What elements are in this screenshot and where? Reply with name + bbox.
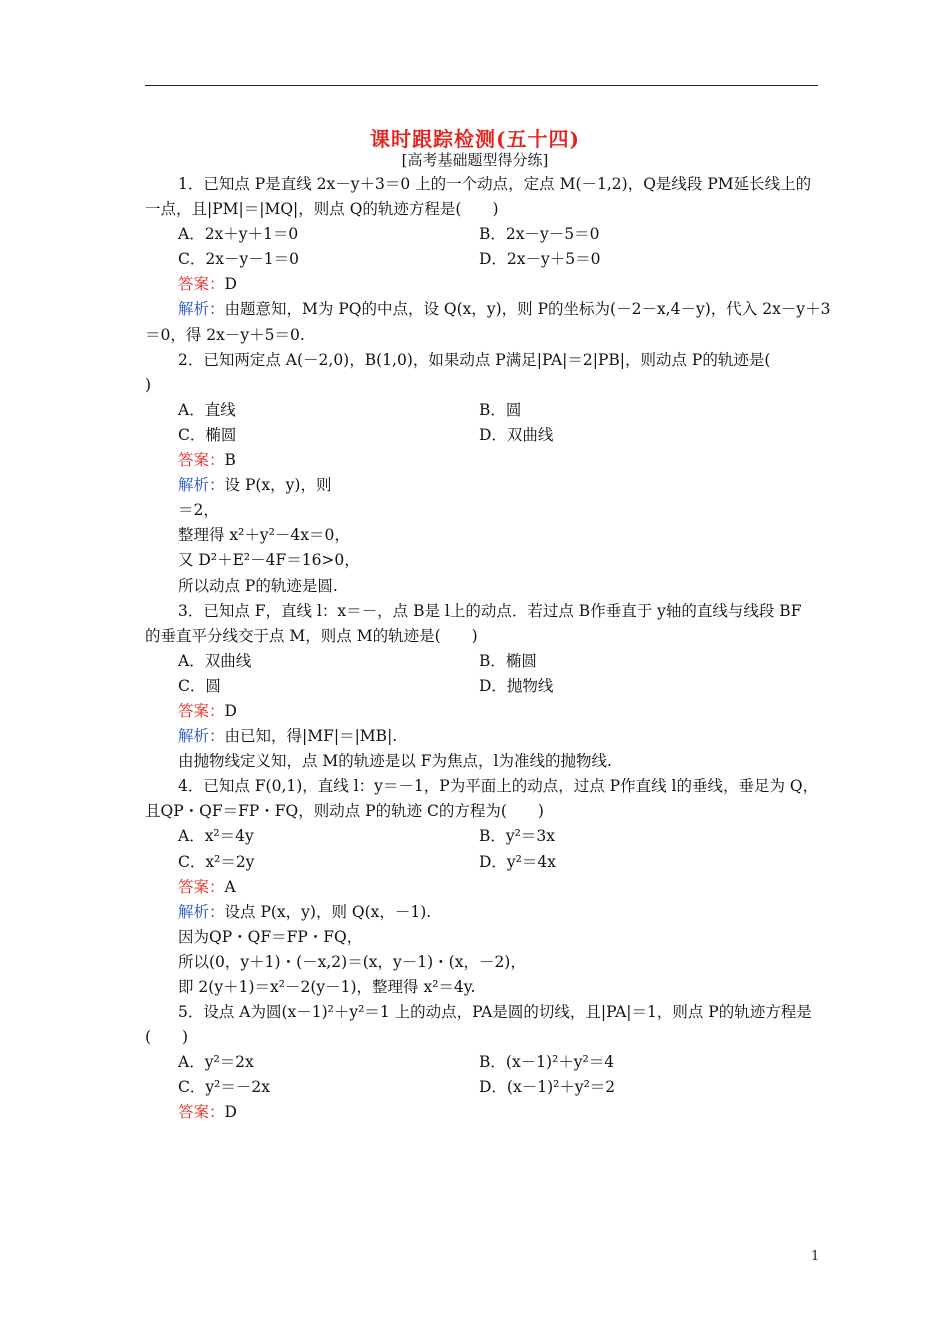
- question-3-stem-line-2: 的垂直平分线交于点 M，则点 M的轨迹是( ): [145, 626, 478, 645]
- question-2-stem-line-1: 2．已知两定点 A(－2,0)，B(1,0)，如果动点 P满足|PA|＝2|PB|，则动点 P的轨迹是(: [178, 350, 771, 369]
- question-1-option-b: B．2x－y－5＝0: [479, 225, 600, 244]
- question-4-option-d: D．y²＝4x: [479, 852, 557, 871]
- question-2-analysis-line-1: [145, 473, 820, 498]
- analysis-text: 设 P(x，y)，则: [224, 476, 332, 495]
- answer-value: B: [224, 451, 236, 470]
- question-4-options-row-1: [145, 824, 820, 849]
- question-1-stem-line-2: 一点，且|PM|＝|MQ|，则点 Q的轨迹方程是( ): [145, 200, 499, 219]
- question-2-analysis-line-4: 又 D²＋E²－4F＝16>0，: [178, 551, 360, 570]
- answer-label: 答案：: [178, 275, 225, 294]
- analysis-text: 由已知，得|MF|＝|MB|.: [224, 727, 398, 746]
- question-3-analysis-line-2: 由抛物线定义知，点 M的轨迹是以 F为焦点，l为准线的抛物线.: [178, 752, 612, 771]
- analysis-text: 由题意知，M为 PQ的中点，设 Q(x，y)，则 P的坐标为(－2－x,4－y)，代入 2x－y＋3: [224, 300, 831, 319]
- analysis-label: 解析：: [178, 727, 225, 746]
- question-3-option-a: A．双曲线: [178, 651, 252, 670]
- question-2-option-d: D．双曲线: [479, 425, 554, 444]
- answer-value: D: [224, 275, 237, 294]
- page-title: 课时跟踪检测(五十四): [370, 127, 580, 151]
- question-3-option-b: B．椭圆: [479, 651, 537, 670]
- question-1: [145, 172, 831, 348]
- question-4-answer: [145, 875, 820, 900]
- question-1-options-row-1: [145, 222, 820, 247]
- question-4-analysis-line-2: 因为QP・QF＝FP・FQ，: [178, 927, 363, 946]
- question-5-option-c: C．y²＝－2x: [178, 1078, 270, 1097]
- analysis-label: 解析：: [178, 476, 225, 495]
- question-3-options-row-2: [145, 674, 820, 699]
- question-3-options-row-1: [145, 649, 820, 674]
- answer-value: D: [224, 1103, 237, 1122]
- question-5: [145, 1000, 820, 1125]
- question-4: [145, 774, 820, 1000]
- question-2-option-a: A．直线: [178, 400, 236, 419]
- answer-value: A: [224, 877, 236, 896]
- question-1-analysis-line-1: [145, 297, 831, 322]
- question-2-analysis-line-3: 整理得 x²＋y²－4x＝0，: [178, 526, 350, 545]
- question-1-option-c: C．2x－y－1＝0: [178, 250, 299, 269]
- question-1-answer: [145, 272, 820, 297]
- question-4-analysis-line-4: 即 2(y＋1)＝x²－2(y－1)，整理得 x²＝4y.: [178, 978, 476, 996]
- analysis-label: 解析：: [178, 300, 225, 319]
- question-3: [145, 599, 820, 775]
- question-1-analysis-line-2: ＝0，得 2x－y＋5＝0.: [145, 325, 305, 344]
- question-5-option-b: B．(x－1)²＋y²＝4: [479, 1053, 615, 1072]
- answer-label: 答案：: [178, 701, 225, 720]
- answer-label: 答案：: [178, 877, 225, 896]
- question-1-stem-line-1: 1．已知点 P是直线 2x－y＋3＝0 上的一个动点，定点 M(－1,2)，Q是线段 PM延长线上的: [178, 175, 812, 193]
- question-3-answer: [145, 699, 820, 724]
- question-4-analysis-line-1: [145, 900, 820, 925]
- question-5-answer: [145, 1100, 820, 1125]
- answer-label: 答案：: [178, 451, 225, 470]
- question-3-option-c: C．圆: [178, 676, 221, 695]
- question-5-options-row-2: [145, 1075, 820, 1100]
- question-2-options-row-1: [145, 398, 820, 423]
- question-2: [145, 348, 820, 599]
- question-5-stem-line-1: 5．设点 A为圆(x－1)²＋y²＝1 上的动点，PA是圆的切线，且|PA|＝1，则点 P的轨迹方程是: [178, 1003, 812, 1022]
- question-4-options-row-2: [145, 850, 820, 875]
- question-2-analysis-line-2: ＝2，: [178, 501, 219, 520]
- answer-value: D: [224, 701, 237, 720]
- question-2-analysis-line-5: 所以动点 P的轨迹是圆.: [178, 576, 338, 595]
- question-1-option-d: D．2x－y＋5＝0: [479, 250, 601, 269]
- question-1-option-a: A．2x＋y＋1＝0: [178, 225, 299, 244]
- question-5-options-row-1: [145, 1050, 820, 1075]
- header-rule: [145, 85, 818, 86]
- question-3-analysis-line-1: [145, 724, 820, 749]
- page-subtitle: [高考基础题型得分练]: [401, 151, 549, 169]
- question-2-stem-line-2: ): [145, 375, 152, 394]
- question-5-stem-line-2: ( ): [145, 1028, 189, 1047]
- question-2-answer: [145, 448, 820, 473]
- question-list: [145, 172, 831, 1126]
- question-2-option-b: B．圆: [479, 400, 522, 419]
- page-number: 1: [811, 1249, 820, 1264]
- question-4-option-b: B．y²＝3x: [479, 827, 555, 846]
- question-3-option-d: D．抛物线: [479, 676, 554, 695]
- question-1-options-row-2: [145, 247, 820, 272]
- question-4-stem-line-1: 4．已知点 F(0,1)，直线 l：y＝－1，P为平面上的动点，过点 P作直线 l的垂线，垂足为 Q，: [178, 777, 819, 796]
- question-5-option-d: D．(x－1)²＋y²＝2: [479, 1078, 616, 1097]
- question-3-stem-line-1: 3．已知点 F，直线 l：x＝－，点 B是 l上的动点．若过点 B作垂直于 y轴的直线与线段 BF: [178, 601, 802, 620]
- answer-label: 答案：: [178, 1103, 225, 1122]
- question-4-option-a: A．x²＝4y: [178, 827, 254, 846]
- question-4-stem-line-2: 且QP・QF＝FP・FQ，则动点 P的轨迹 C的方程为( ): [145, 802, 544, 821]
- question-2-options-row-2: [145, 423, 820, 448]
- question-2-option-c: C．椭圆: [178, 425, 237, 444]
- analysis-label: 解析：: [178, 902, 225, 921]
- question-4-option-c: C．x²＝2y: [178, 852, 255, 871]
- question-4-analysis-line-3: 所以(0，y＋1)・(－x,2)＝(x，y－1)・(x，－2)，: [178, 952, 526, 971]
- question-5-option-a: A．y²＝2x: [178, 1053, 254, 1072]
- analysis-text: 设点 P(x，y)，则 Q(x，－1).: [224, 902, 432, 921]
